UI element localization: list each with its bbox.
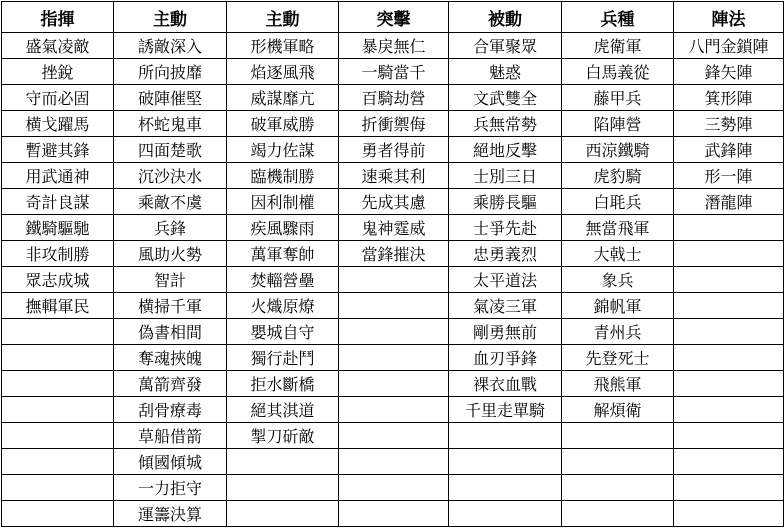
header-command: 指揮 [2,2,114,33]
cell-command: 用武通神 [2,163,114,189]
cell-passive: 千里走單騎 [449,397,562,423]
cell-active-2: 臨機制勝 [227,163,339,189]
cell-troop-type: 虎豹騎 [562,163,674,189]
cell-active-2 [227,501,339,527]
cell-troop-type: 白馬義從 [562,59,674,85]
cell-troop-type: 先登死士 [562,345,674,371]
table-row [2,215,784,241]
cell-passive: 士別三日 [449,163,562,189]
cell-command: 奇計良謀 [2,189,114,215]
cell-assault: 當鋒摧決 [339,241,449,267]
cell-command: 暫避其鋒 [2,137,114,163]
cell-active-2: 疾風驟雨 [227,215,339,241]
cell-assault [339,397,449,423]
table-row [2,163,784,189]
cell-active-1: 兵鋒 [114,215,227,241]
cell-active-2: 因利制權 [227,189,339,215]
cell-formation [674,475,784,501]
cell-active-1: 草船借箭 [114,423,227,449]
cell-formation: 形一陣 [674,163,784,189]
cell-active-2: 竭力佐謀 [227,137,339,163]
cell-active-2: 絕其淇道 [227,397,339,423]
table-row [2,137,784,163]
header-active-2: 主動 [227,2,339,33]
cell-command [2,449,114,475]
table-row [2,371,784,397]
cell-passive [449,501,562,527]
cell-passive: 氣凌三軍 [449,293,562,319]
cell-formation [674,423,784,449]
cell-formation [674,319,784,345]
cell-command: 撫輯軍民 [2,293,114,319]
table-row [2,111,784,137]
cell-passive: 士爭先赴 [449,215,562,241]
cell-active-1: 刮骨療毒 [114,397,227,423]
cell-active-2: 形機軍略 [227,33,339,59]
cell-command: 守而必固 [2,85,114,111]
cell-active-2: 拒水斷橋 [227,371,339,397]
cell-troop-type: 白毦兵 [562,189,674,215]
cell-assault [339,267,449,293]
cell-assault: 勇者得前 [339,137,449,163]
cell-active-1: 智計 [114,267,227,293]
cell-troop-type: 錦帆軍 [562,293,674,319]
table-row [2,319,784,345]
cell-passive: 文武雙全 [449,85,562,111]
cell-assault [339,293,449,319]
table-body [2,33,784,527]
cell-command: 盛氣凌敵 [2,33,114,59]
cell-active-1: 杯蛇鬼車 [114,111,227,137]
cell-active-2: 嬰城自守 [227,319,339,345]
table-row [2,397,784,423]
cell-active-1: 乘敵不虞 [114,189,227,215]
cell-passive: 剛勇無前 [449,319,562,345]
cell-active-1: 傾國傾城 [114,449,227,475]
cell-formation [674,501,784,527]
cell-troop-type: 虎衛軍 [562,33,674,59]
cell-formation: 潛龍陣 [674,189,784,215]
cell-passive: 裸衣血戰 [449,371,562,397]
cell-assault [339,423,449,449]
cell-formation: 八門金鎖陣 [674,33,784,59]
table-row [2,293,784,319]
cell-active-1: 偽書相間 [114,319,227,345]
table-row [2,423,784,449]
table-row [2,241,784,267]
cell-active-2: 萬軍奪帥 [227,241,339,267]
cell-passive: 血刃爭鋒 [449,345,562,371]
cell-command [2,345,114,371]
table-row [2,189,784,215]
cell-active-2 [227,449,339,475]
cell-command [2,397,114,423]
cell-formation [674,449,784,475]
cell-troop-type: 西涼鐵騎 [562,137,674,163]
header-active-1: 主動 [114,2,227,33]
cell-active-1: 萬箭齊發 [114,371,227,397]
cell-troop-type: 解煩衛 [562,397,674,423]
cell-passive [449,423,562,449]
cell-active-2: 獨行赴鬥 [227,345,339,371]
table-row [2,33,784,59]
cell-active-1: 沉沙決水 [114,163,227,189]
cell-active-2: 焰逐風飛 [227,59,339,85]
cell-assault: 暴戾無仁 [339,33,449,59]
cell-active-1: 所向披靡 [114,59,227,85]
cell-troop-type: 無當飛軍 [562,215,674,241]
cell-command: 挫銳 [2,59,114,85]
cell-assault: 折衝禦侮 [339,111,449,137]
cell-active-1: 誘敵深入 [114,33,227,59]
cell-troop-type [562,475,674,501]
cell-active-2: 威謀靡亢 [227,85,339,111]
cell-command [2,501,114,527]
cell-command [2,319,114,345]
cell-active-1: 破陣催堅 [114,85,227,111]
cell-formation: 鋒矢陣 [674,59,784,85]
cell-assault: 鬼神霆威 [339,215,449,241]
cell-active-2: 掣刀斫敵 [227,423,339,449]
cell-formation: 武鋒陣 [674,137,784,163]
cell-assault [339,371,449,397]
cell-formation [674,345,784,371]
tactics-table [1,1,784,527]
header-assault: 突擊 [339,2,449,33]
cell-assault: 速乘其利 [339,163,449,189]
cell-assault [339,475,449,501]
cell-formation: 箕形陣 [674,85,784,111]
cell-command [2,475,114,501]
table-row [2,267,784,293]
cell-passive [449,449,562,475]
cell-active-1: 横掃千軍 [114,293,227,319]
cell-passive: 兵無常勢 [449,111,562,137]
cell-active-2: 焚輜營壘 [227,267,339,293]
table-row [2,501,784,527]
cell-command: 非攻制勝 [2,241,114,267]
cell-assault [339,501,449,527]
cell-troop-type: 象兵 [562,267,674,293]
cell-active-1: 奪魂挾魄 [114,345,227,371]
cell-command: 横戈躍馬 [2,111,114,137]
cell-active-2: 火熾原燎 [227,293,339,319]
cell-formation [674,215,784,241]
cell-command [2,423,114,449]
cell-active-2 [227,475,339,501]
cell-passive: 絕地反擊 [449,137,562,163]
cell-formation [674,267,784,293]
cell-assault [339,449,449,475]
cell-command: 鐵騎驅馳 [2,215,114,241]
cell-active-1: 四面楚歌 [114,137,227,163]
cell-formation [674,241,784,267]
cell-troop-type: 青州兵 [562,319,674,345]
cell-formation [674,293,784,319]
table-row [2,59,784,85]
table-row [2,449,784,475]
cell-troop-type [562,501,674,527]
cell-troop-type: 藤甲兵 [562,85,674,111]
cell-troop-type: 大戟士 [562,241,674,267]
cell-command: 眾志成城 [2,267,114,293]
cell-active-1: 一力拒守 [114,475,227,501]
table-row [2,85,784,111]
cell-active-1: 風助火勢 [114,241,227,267]
cell-troop-type: 陷陣營 [562,111,674,137]
cell-assault: 先成其慮 [339,189,449,215]
header-troop-type: 兵種 [562,2,674,33]
cell-passive: 太平道法 [449,267,562,293]
header-formation: 陣法 [674,2,784,33]
header-row [2,2,784,33]
cell-assault [339,345,449,371]
cell-passive: 魅惑 [449,59,562,85]
cell-passive: 乘勝長驅 [449,189,562,215]
cell-passive [449,475,562,501]
table-row [2,475,784,501]
cell-passive: 忠勇義烈 [449,241,562,267]
header-passive: 被動 [449,2,562,33]
table-row [2,345,784,371]
cell-active-1: 運籌決算 [114,501,227,527]
cell-active-2: 破軍威勝 [227,111,339,137]
cell-passive: 合軍聚眾 [449,33,562,59]
cell-formation [674,371,784,397]
cell-troop-type [562,449,674,475]
cell-assault [339,319,449,345]
cell-command [2,371,114,397]
cell-formation [674,397,784,423]
cell-assault: 一騎當千 [339,59,449,85]
cell-troop-type: 飛熊軍 [562,371,674,397]
cell-formation: 三勢陣 [674,111,784,137]
cell-troop-type [562,423,674,449]
cell-assault: 百騎劫營 [339,85,449,111]
